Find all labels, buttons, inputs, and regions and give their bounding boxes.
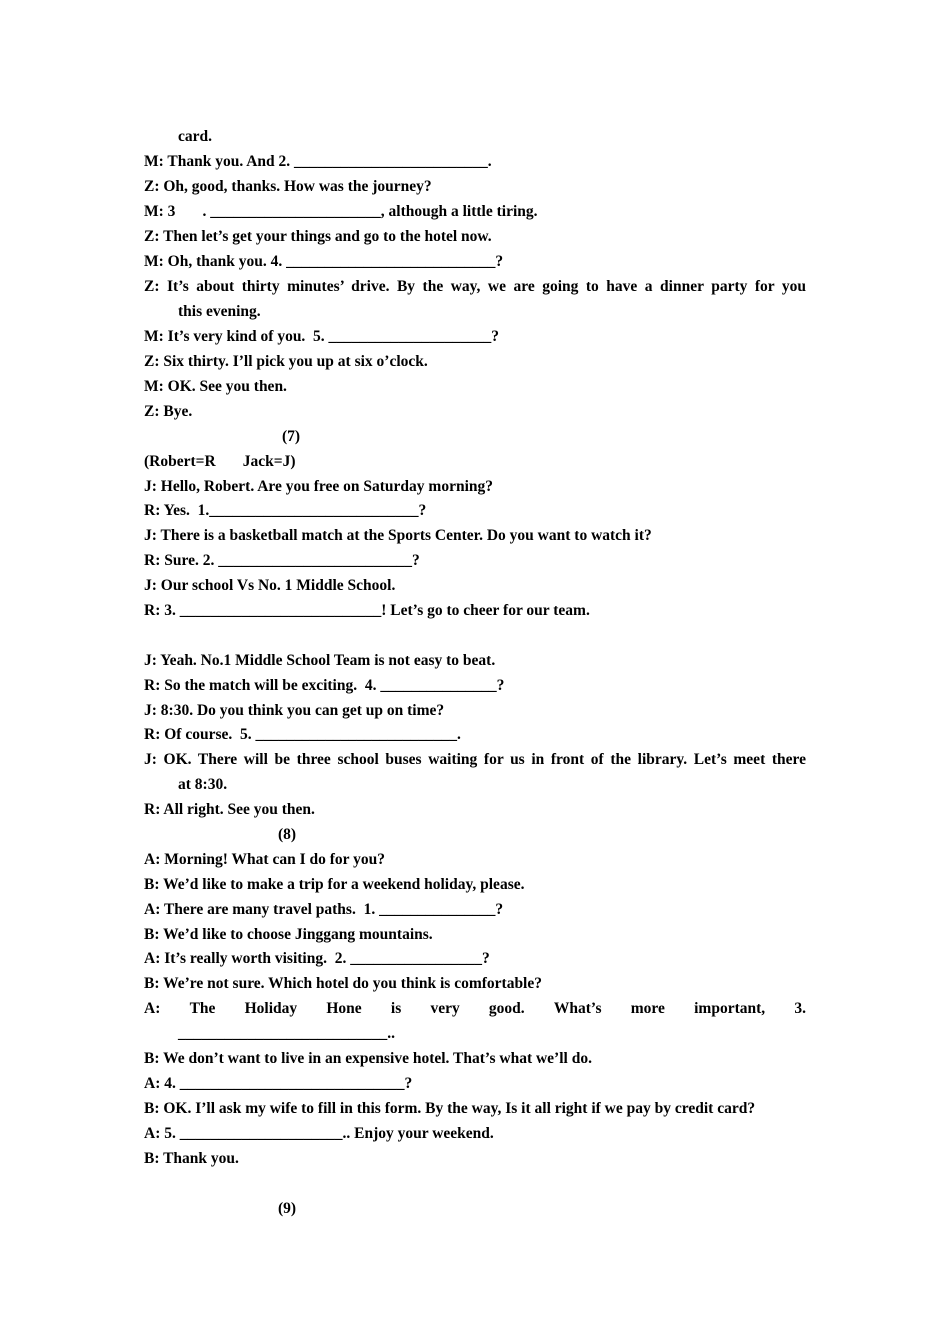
dialogue-line: M: Oh, thank you. 4. ___________________________? [144,253,504,270]
dialogue-line: J: Our school Vs No. 1 Middle School. [144,577,396,594]
dialogue-line: A: It’s really worth visiting. 2. _________________? [144,950,490,967]
section-heading: (8) [278,826,297,843]
dialogue-line: Z: Oh, good, thanks. How was the journey? [144,178,432,195]
dialogue-line: J: OK. There will be three school buses waiting for us in front of the library. Let’s meet there [144,751,806,768]
dialogue-line: A: There are many travel paths. 1. _______________? [144,901,504,918]
dialogue-line: M: Thank you. And 2. _________________________. [144,153,492,170]
dialogue-line: R: So the match will be exciting. 4. _______________? [144,677,505,694]
dialogue-line: A: 5. _____________________.. Enjoy your weekend. [144,1125,494,1142]
dialogue-line: M: OK. See you then. [144,378,287,395]
dialogue-line-continuation: at 8:30. [178,776,228,793]
section-heading: (7) [282,428,301,445]
dialogue-line: B: Thank you. [144,1150,239,1167]
dialogue-line: B: OK. I’ll ask my wife to fill in this form. By the way, Is it all right if we pay by credit card? [144,1100,756,1117]
dialogue-line: R: Of course. 5. __________________________. [144,726,461,743]
dialogue-line: Z: It’s about thirty minutes’ drive. By the way, we are going to have a dinner party for you [144,278,806,295]
dialogue-line: M: 3 . ______________________, although a little tiring. [144,203,538,220]
dialogue-line: A: 4. _____________________________? [144,1075,413,1092]
dialogue-line: J: There is a basketball match at the Sports Center. Do you want to watch it? [144,527,652,544]
dialogue-line: M: It’s very kind of you. 5. _____________________? [144,328,500,345]
speaker-key: (Robert=R Jack=J) [144,453,296,470]
dialogue-line-continuation: this evening. [178,303,261,320]
dialogue-line: R: 3. __________________________! Let’s go to cheer for our team. [144,602,590,619]
dialogue-line: card. [178,128,213,145]
dialogue-line: R: Sure. 2. _________________________? [144,552,420,569]
dialogue-line: B: We’d like to make a trip for a weekend holiday, please. [144,876,525,893]
section-heading: (9) [278,1200,297,1217]
dialogue-line-continuation: ___________________________.. [178,1025,395,1042]
dialogue-line: R: All right. See you then. [144,801,315,818]
dialogue-line: B: We don’t want to live in an expensive hotel. That’s what we’ll do. [144,1050,592,1067]
dialogue-line: J: Yeah. No.1 Middle School Team is not easy to beat. [144,652,496,669]
dialogue-line: B: We’re not sure. Which hotel do you think is comfortable? [144,975,542,992]
dialogue-line: Z: Six thirty. I’ll pick you up at six o’clock. [144,353,428,370]
dialogue-line: A: The Holiday Hone is very good. What’s more important, 3. [144,1000,806,1017]
dialogue-line: R: Yes. 1.___________________________? [144,502,427,519]
dialogue-line: Z: Then let’s get your things and go to the hotel now. [144,228,492,245]
dialogue-line: Z: Bye. [144,403,193,420]
dialogue-line: B: We’d like to choose Jinggang mountains. [144,926,433,943]
dialogue-line: J: 8:30. Do you think you can get up on time? [144,702,445,719]
dialogue-line: A: Morning! What can I do for you? [144,851,385,868]
dialogue-line: J: Hello, Robert. Are you free on Saturday morning? [144,478,494,495]
